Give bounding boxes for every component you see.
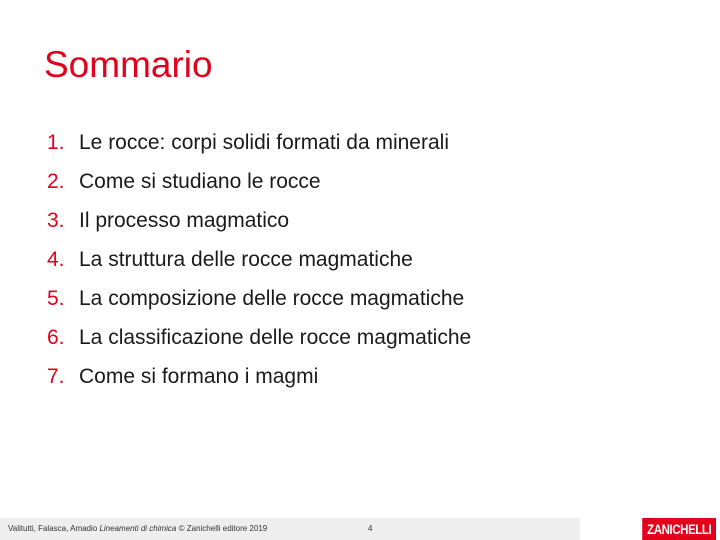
page-number: 4 [368,524,373,533]
toc-number: 6. [47,325,65,349]
toc-text: Come si studiano le rocce [79,169,321,193]
footer-credit [8,524,267,533]
toc-item-1 [47,123,471,162]
footer-authors: Valitutti, Falasca, Amadio [8,524,100,533]
toc-number: 5. [47,286,65,310]
toc-text: La composizione delle rocce magmatiche [79,286,465,310]
slide-title: Sommario [44,44,213,85]
toc-number: 3. [47,208,65,232]
toc-number: 4. [47,247,65,271]
toc-item-2 [47,162,471,201]
toc-number: 2. [47,169,65,193]
zanichelli-logo: ZANICHELLI [642,518,716,540]
toc-number: 7. [47,364,65,388]
toc-number: 1. [47,130,65,154]
toc-text: La struttura delle rocce magmatiche [79,247,413,271]
toc-item-6 [47,318,471,357]
toc-text: Come si formano i magmi [79,364,319,388]
toc-text: La classificazione delle rocce magmatiche [79,325,472,349]
toc-text: Le rocce: corpi solidi formati da minerali [79,130,449,154]
slide-footer [0,518,720,540]
toc-item-3 [47,201,471,240]
toc-item-4 [47,240,471,279]
toc-text: Il processo magmatico [79,208,290,232]
footer-book-title: Lineamenti di chimica [99,524,177,533]
toc-item-7 [47,357,471,396]
toc-item-5 [47,279,471,318]
table-of-contents [47,123,471,396]
footer-publisher: © Zanichelli editore 2019 [176,524,268,533]
